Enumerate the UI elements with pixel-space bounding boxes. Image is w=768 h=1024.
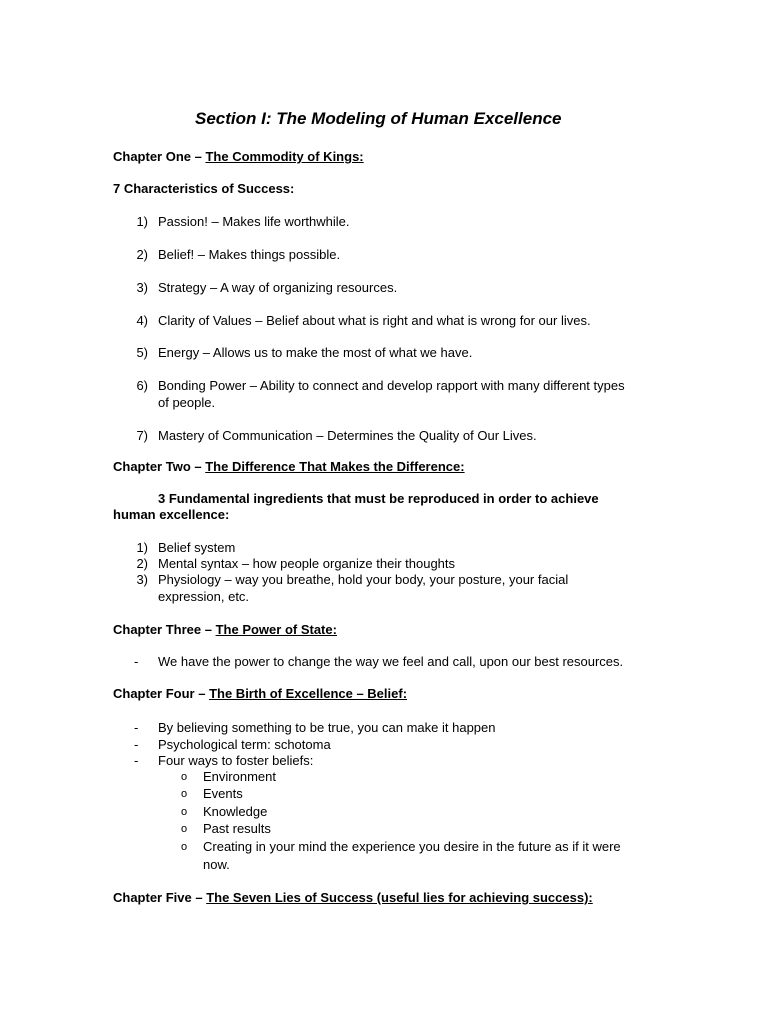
item-text: Psychological term: schotoma bbox=[158, 737, 331, 752]
chapter-three-label: Chapter Three – bbox=[113, 622, 216, 637]
circle-bullet: o bbox=[181, 771, 188, 783]
item-text: Strategy – A way of organizing resources. bbox=[158, 280, 398, 295]
chapter-five-label: Chapter Five – bbox=[113, 890, 207, 905]
circle-bullet: o bbox=[181, 841, 188, 853]
item-text: Belief system bbox=[158, 540, 236, 555]
chapter-five-name: The Seven Lies of Success (useful lies for achieving success): bbox=[206, 890, 593, 905]
item-number: 5) bbox=[136, 345, 148, 360]
item-number: 3) bbox=[136, 280, 148, 295]
circle-bullet: o bbox=[181, 823, 188, 835]
dash-bullet: - bbox=[134, 753, 139, 768]
item-text: Four ways to foster beliefs: bbox=[158, 753, 314, 768]
chapter-three-heading bbox=[113, 622, 337, 637]
item-text: Physiology – way you breathe, hold your body, your posture, your facial bbox=[158, 572, 569, 587]
dash-bullet: - bbox=[134, 737, 139, 752]
item-text: Energy – Allows us to make the most of what we have. bbox=[158, 345, 473, 360]
item-number: 1) bbox=[136, 540, 148, 555]
item-number: 2) bbox=[136, 556, 148, 571]
item-number: 6) bbox=[136, 378, 148, 393]
item-text: Belief! – Makes things possible. bbox=[158, 247, 341, 262]
chapter-two-label: Chapter Two – bbox=[113, 459, 206, 474]
item-number: 2) bbox=[136, 247, 148, 262]
circle-bullet: o bbox=[181, 788, 188, 800]
item-number: 1) bbox=[136, 214, 148, 229]
item-text: Knowledge bbox=[203, 804, 268, 819]
dash-bullet: - bbox=[134, 654, 139, 669]
item-text: Environment bbox=[203, 769, 276, 784]
chapter-four-name: The Birth of Excellence – Belief: bbox=[209, 686, 408, 701]
item-text: Mastery of Communication – Determines the Quality of Our Lives. bbox=[158, 428, 537, 443]
item-text-continued: of people. bbox=[158, 395, 216, 410]
chapter-three-name: The Power of State: bbox=[215, 622, 337, 637]
section-title: Section I: The Modeling of Human Excellence bbox=[195, 109, 562, 128]
characteristics-heading: 7 Characteristics of Success: bbox=[113, 181, 295, 196]
item-text-continued: now. bbox=[203, 857, 230, 872]
item-text: Passion! – Makes life worthwhile. bbox=[158, 214, 350, 229]
dash-bullet: - bbox=[134, 720, 139, 735]
chapter-one-label: Chapter One – bbox=[113, 149, 206, 164]
item-text: Events bbox=[203, 786, 243, 801]
item-text: Mental syntax – how people organize their thoughts bbox=[158, 556, 456, 571]
chapter-five-heading bbox=[113, 890, 593, 905]
item-text: Past results bbox=[203, 821, 271, 836]
chapter-two-name: The Difference That Makes the Difference: bbox=[205, 459, 465, 474]
chapter-four-heading bbox=[113, 686, 407, 701]
ingredients-intro-continued: human excellence: bbox=[113, 507, 230, 522]
item-number: 3) bbox=[136, 572, 148, 587]
item-text-continued: expression, etc. bbox=[158, 589, 250, 604]
item-number: 4) bbox=[136, 313, 148, 328]
item-text: Bonding Power – Ability to connect and develop rapport with many different types bbox=[158, 378, 625, 393]
ingredients-intro: 3 Fundamental ingredients that must be reproduced in order to achieve bbox=[158, 491, 599, 506]
chapter-four-label: Chapter Four – bbox=[113, 686, 210, 701]
chapter-one-name: The Commodity of Kings: bbox=[205, 149, 364, 164]
item-text: Clarity of Values – Belief about what is right and what is wrong for our lives. bbox=[158, 313, 591, 328]
chapter-one-heading bbox=[113, 149, 364, 164]
chapter-two-heading bbox=[113, 459, 465, 474]
circle-bullet: o bbox=[181, 806, 188, 818]
item-text: We have the power to change the way we feel and call, upon our best resources. bbox=[158, 654, 624, 669]
item-text: Creating in your mind the experience you desire in the future as if it were bbox=[203, 839, 621, 854]
item-number: 7) bbox=[136, 428, 148, 443]
item-text: By believing something to be true, you can make it happen bbox=[158, 720, 496, 735]
